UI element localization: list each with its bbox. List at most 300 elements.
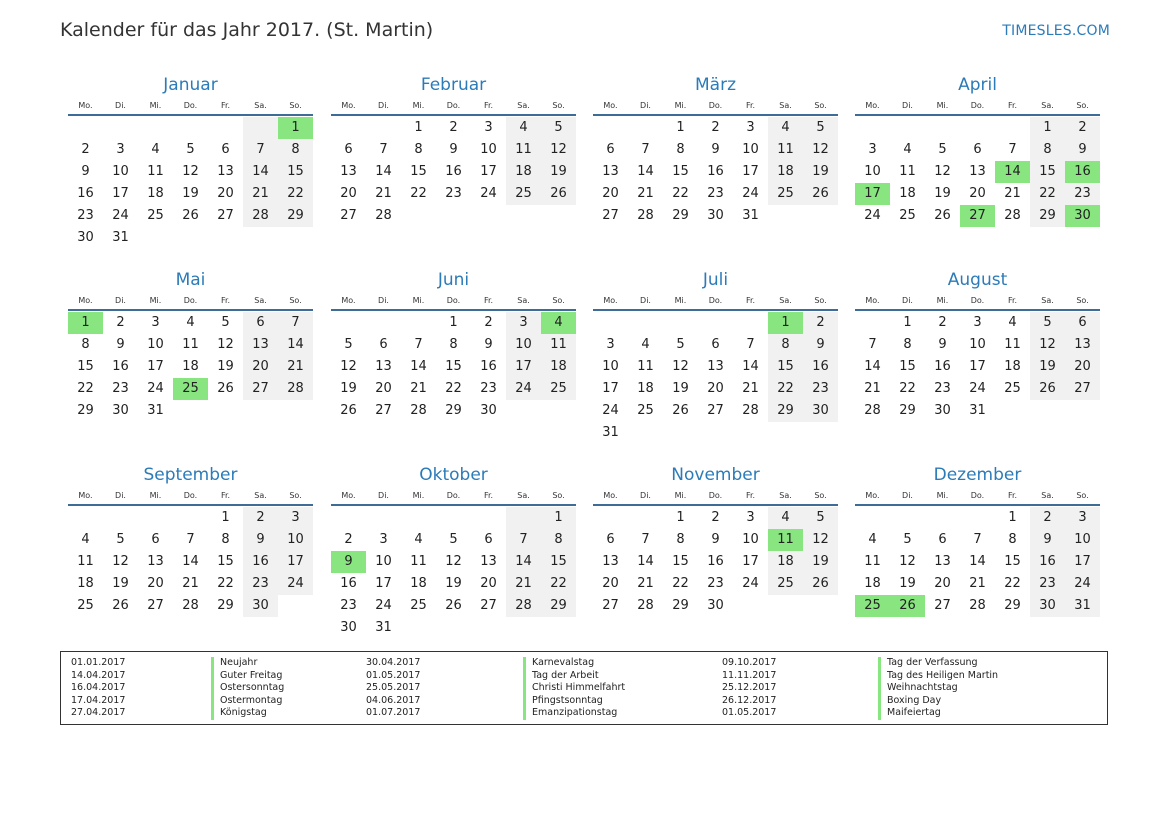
day-cell: 19 bbox=[182, 186, 199, 201]
holiday-day: 27 bbox=[960, 205, 995, 227]
day-cell: 11 bbox=[182, 337, 199, 352]
day-cell: 10 bbox=[969, 337, 986, 352]
day-cell: 10 bbox=[742, 532, 759, 547]
day-cell: 4 bbox=[903, 142, 912, 157]
day-cell: 20 bbox=[217, 186, 234, 201]
day-cell: 19 bbox=[803, 551, 838, 573]
weekday-label: Mi. bbox=[936, 491, 949, 500]
weekday-label: Do. bbox=[708, 491, 723, 500]
days-grid bbox=[68, 312, 313, 422]
day-cell: 5 bbox=[1030, 312, 1065, 334]
weekday-label: Sa. bbox=[779, 296, 792, 305]
day-cell: 28 bbox=[410, 403, 427, 418]
weekday-label: Sa. bbox=[1041, 296, 1054, 305]
weekday-label: So. bbox=[1076, 491, 1089, 500]
day-cell: 27 bbox=[217, 208, 234, 223]
legend-date-column bbox=[366, 657, 420, 720]
month-5 bbox=[68, 269, 313, 422]
day-cell: 15 bbox=[445, 359, 462, 374]
weekday-label: So. bbox=[814, 296, 827, 305]
day-cell: 28 bbox=[1004, 208, 1021, 223]
month-name: April bbox=[958, 75, 997, 95]
day-cell: 1 bbox=[221, 510, 230, 525]
day-cell: 7 bbox=[641, 142, 650, 157]
day-cell: 12 bbox=[672, 359, 689, 374]
weekday-label: Sa. bbox=[254, 101, 267, 110]
day-cell: 7 bbox=[379, 142, 388, 157]
day-cell: 7 bbox=[1008, 142, 1017, 157]
day-cell: 19 bbox=[541, 161, 576, 183]
day-cell: 17 bbox=[1065, 551, 1100, 573]
weekday-label: Fr. bbox=[220, 101, 231, 110]
day-cell: 9 bbox=[803, 334, 838, 356]
weekday-label: Sa. bbox=[779, 491, 792, 500]
day-cell: 9 bbox=[1030, 529, 1065, 551]
weekday-label: Mo. bbox=[865, 296, 880, 305]
day-cell: 30 bbox=[707, 208, 724, 223]
day-cell: 5 bbox=[344, 337, 353, 352]
day-cell: 13 bbox=[217, 164, 234, 179]
weekday-label: Mi. bbox=[674, 296, 687, 305]
empty-cell bbox=[68, 117, 103, 139]
legend-holiday-name: Tag der Verfassung bbox=[878, 657, 998, 670]
empty-cell bbox=[960, 117, 995, 139]
holiday-day: 14 bbox=[995, 161, 1030, 183]
day-cell: 16 bbox=[445, 164, 462, 179]
day-cell: 17 bbox=[112, 186, 129, 201]
weekday-label: Do. bbox=[446, 491, 461, 500]
weekday-label: Di. bbox=[115, 491, 126, 500]
day-cell: 22 bbox=[410, 186, 427, 201]
day-cell: 10 bbox=[480, 142, 497, 157]
day-cell: 15 bbox=[217, 554, 234, 569]
day-cell: 24 bbox=[969, 381, 986, 396]
day-cell: 19 bbox=[1030, 356, 1065, 378]
legend-name-column bbox=[523, 657, 625, 720]
day-cell: 11 bbox=[899, 164, 916, 179]
day-cell: 26 bbox=[541, 183, 576, 205]
day-cell: 4 bbox=[1008, 315, 1017, 330]
day-cell: 8 bbox=[449, 337, 458, 352]
day-cell: 29 bbox=[541, 595, 576, 617]
weekday-header bbox=[68, 488, 313, 506]
month-10 bbox=[331, 464, 576, 639]
day-cell: 8 bbox=[278, 139, 313, 161]
day-cell: 15 bbox=[672, 164, 689, 179]
weekday-label: Sa. bbox=[517, 491, 530, 500]
day-cell: 4 bbox=[768, 507, 803, 529]
day-cell: 14 bbox=[637, 554, 654, 569]
day-cell: 21 bbox=[969, 576, 986, 591]
day-cell: 20 bbox=[602, 186, 619, 201]
legend-date: 16.04.2017 bbox=[71, 682, 126, 693]
day-cell: 3 bbox=[973, 315, 982, 330]
weekday-label: Fr. bbox=[483, 101, 494, 110]
day-cell: 6 bbox=[151, 532, 160, 547]
days-grid bbox=[593, 117, 838, 227]
day-cell: 24 bbox=[506, 378, 541, 400]
site-link[interactable]: TIMESLES.COM bbox=[1002, 23, 1110, 39]
day-cell: 26 bbox=[1030, 378, 1065, 400]
day-cell: 22 bbox=[899, 381, 916, 396]
days-grid bbox=[855, 312, 1100, 422]
day-cell: 2 bbox=[1030, 507, 1065, 529]
weekday-label: Fr. bbox=[745, 491, 756, 500]
day-cell: 22 bbox=[541, 573, 576, 595]
day-cell: 2 bbox=[449, 120, 458, 135]
day-cell: 25 bbox=[77, 598, 94, 613]
legend-holiday-name: Maifeiertag bbox=[878, 707, 998, 720]
day-cell: 11 bbox=[541, 334, 576, 356]
day-cell: 20 bbox=[969, 186, 986, 201]
legend-date: 09.10.2017 bbox=[722, 657, 777, 668]
day-cell: 29 bbox=[672, 598, 689, 613]
empty-cell bbox=[401, 507, 436, 529]
day-cell: 10 bbox=[1065, 529, 1100, 551]
day-cell: 18 bbox=[147, 186, 164, 201]
day-cell: 30 bbox=[77, 230, 94, 245]
day-cell: 22 bbox=[672, 186, 689, 201]
legend-holiday-name: Weihnachtstag bbox=[878, 682, 998, 695]
day-cell: 9 bbox=[243, 529, 278, 551]
day-cell: 8 bbox=[541, 529, 576, 551]
day-cell: 2 bbox=[803, 312, 838, 334]
day-cell: 12 bbox=[112, 554, 129, 569]
month-9 bbox=[68, 464, 313, 617]
day-cell: 29 bbox=[217, 598, 234, 613]
day-cell: 4 bbox=[81, 532, 90, 547]
day-cell: 5 bbox=[903, 532, 912, 547]
day-cell: 16 bbox=[1030, 551, 1065, 573]
day-cell: 25 bbox=[541, 378, 576, 400]
day-cell: 31 bbox=[742, 208, 759, 223]
day-cell: 3 bbox=[506, 312, 541, 334]
weekday-label: Mi. bbox=[674, 491, 687, 500]
day-cell: 30 bbox=[1030, 595, 1065, 617]
weekday-label: Di. bbox=[115, 101, 126, 110]
day-cell: 3 bbox=[278, 507, 313, 529]
day-cell: 16 bbox=[934, 359, 951, 374]
empty-cell bbox=[628, 312, 663, 334]
day-cell: 14 bbox=[969, 554, 986, 569]
day-cell: 12 bbox=[899, 554, 916, 569]
day-cell: 4 bbox=[868, 532, 877, 547]
holiday-legend bbox=[60, 651, 1108, 725]
day-cell: 7 bbox=[746, 337, 755, 352]
day-cell: 10 bbox=[506, 334, 541, 356]
day-cell: 7 bbox=[186, 532, 195, 547]
day-cell: 7 bbox=[243, 139, 278, 161]
day-cell: 14 bbox=[637, 164, 654, 179]
empty-cell bbox=[628, 507, 663, 529]
day-cell: 22 bbox=[77, 381, 94, 396]
day-cell: 27 bbox=[147, 598, 164, 613]
holiday-day: 4 bbox=[541, 312, 576, 334]
legend-holiday-name: Ostermontag bbox=[211, 695, 284, 708]
day-cell: 8 bbox=[1030, 139, 1065, 161]
weekday-label: Di. bbox=[378, 491, 389, 500]
legend-date: 14.04.2017 bbox=[71, 669, 126, 681]
day-cell: 20 bbox=[1065, 356, 1100, 378]
weekday-label: Mi. bbox=[412, 101, 425, 110]
day-cell: 1 bbox=[1008, 510, 1017, 525]
empty-cell bbox=[593, 117, 628, 139]
day-cell: 4 bbox=[186, 315, 195, 330]
day-cell: 30 bbox=[112, 403, 129, 418]
day-cell: 20 bbox=[243, 356, 278, 378]
day-cell: 16 bbox=[340, 576, 357, 591]
day-cell: 23 bbox=[112, 381, 129, 396]
day-cell: 27 bbox=[1065, 378, 1100, 400]
empty-cell bbox=[855, 312, 890, 334]
weekday-label: Do. bbox=[446, 296, 461, 305]
day-cell: 12 bbox=[934, 164, 951, 179]
page-title: Kalender für das Jahr 2017. (St. Martin) bbox=[60, 19, 434, 41]
weekday-label: Sa. bbox=[1041, 101, 1054, 110]
empty-cell bbox=[471, 507, 506, 529]
days-grid bbox=[331, 117, 576, 227]
day-cell: 2 bbox=[243, 507, 278, 529]
month-6 bbox=[331, 269, 576, 422]
day-cell: 18 bbox=[77, 576, 94, 591]
day-cell: 23 bbox=[480, 381, 497, 396]
weekday-label: Mi. bbox=[149, 491, 162, 500]
weekday-label: Di. bbox=[902, 101, 913, 110]
legend-holiday-name: Guter Freitag bbox=[211, 670, 284, 683]
day-cell: 27 bbox=[243, 378, 278, 400]
holiday-day: 30 bbox=[1065, 205, 1100, 227]
day-cell: 9 bbox=[484, 337, 493, 352]
month-12 bbox=[855, 464, 1100, 617]
day-cell: 5 bbox=[116, 532, 125, 547]
day-cell: 3 bbox=[746, 120, 755, 135]
day-cell: 10 bbox=[112, 164, 129, 179]
day-cell: 20 bbox=[147, 576, 164, 591]
day-cell: 2 bbox=[938, 315, 947, 330]
day-cell: 15 bbox=[899, 359, 916, 374]
day-cell: 14 bbox=[243, 161, 278, 183]
day-cell: 23 bbox=[803, 378, 838, 400]
day-cell: 21 bbox=[1004, 186, 1021, 201]
legend-holiday-name: Königstag bbox=[211, 707, 284, 720]
day-cell: 21 bbox=[410, 381, 427, 396]
day-cell: 13 bbox=[375, 359, 392, 374]
holiday-day: 25 bbox=[173, 378, 208, 400]
weekday-label: Mi. bbox=[936, 101, 949, 110]
day-cell: 29 bbox=[672, 208, 689, 223]
day-cell: 2 bbox=[344, 532, 353, 547]
day-cell: 25 bbox=[768, 573, 803, 595]
day-cell: 15 bbox=[672, 554, 689, 569]
month-1 bbox=[68, 74, 313, 249]
day-cell: 27 bbox=[375, 403, 392, 418]
day-cell: 18 bbox=[768, 161, 803, 183]
day-cell: 18 bbox=[899, 186, 916, 201]
day-cell: 27 bbox=[934, 598, 951, 613]
day-cell: 22 bbox=[1004, 576, 1021, 591]
day-cell: 12 bbox=[182, 164, 199, 179]
empty-cell bbox=[173, 507, 208, 529]
day-cell: 22 bbox=[672, 576, 689, 591]
month-2 bbox=[331, 74, 576, 227]
month-name: Mai bbox=[175, 270, 206, 290]
day-cell: 13 bbox=[480, 554, 497, 569]
empty-cell bbox=[366, 507, 401, 529]
day-cell: 18 bbox=[864, 576, 881, 591]
day-cell: 14 bbox=[410, 359, 427, 374]
day-cell: 26 bbox=[217, 381, 234, 396]
weekday-label: Mi. bbox=[412, 491, 425, 500]
day-cell: 16 bbox=[707, 554, 724, 569]
weekday-header bbox=[68, 293, 313, 311]
empty-cell bbox=[995, 117, 1030, 139]
day-cell: 24 bbox=[742, 186, 759, 201]
day-cell: 1 bbox=[1030, 117, 1065, 139]
weekday-label: Mi. bbox=[149, 101, 162, 110]
day-cell: 1 bbox=[449, 315, 458, 330]
day-cell: 11 bbox=[864, 554, 881, 569]
legend-date: 30.04.2017 bbox=[366, 657, 421, 668]
day-cell: 7 bbox=[868, 337, 877, 352]
day-cell: 3 bbox=[1065, 507, 1100, 529]
weekday-label: Do. bbox=[446, 101, 461, 110]
legend-date: 25.05.2017 bbox=[366, 682, 421, 693]
day-cell: 8 bbox=[81, 337, 90, 352]
day-cell: 23 bbox=[77, 208, 94, 223]
day-cell: 3 bbox=[606, 337, 615, 352]
legend-date: 04.06.2017 bbox=[366, 694, 421, 706]
days-grid bbox=[68, 507, 313, 617]
day-cell: 31 bbox=[147, 403, 164, 418]
empty-cell bbox=[890, 117, 925, 139]
day-cell: 11 bbox=[147, 164, 164, 179]
day-cell: 29 bbox=[77, 403, 94, 418]
day-cell: 26 bbox=[672, 403, 689, 418]
day-cell: 3 bbox=[151, 315, 160, 330]
empty-cell bbox=[68, 507, 103, 529]
day-cell: 5 bbox=[803, 507, 838, 529]
weekday-label: So. bbox=[552, 491, 565, 500]
day-cell: 22 bbox=[217, 576, 234, 591]
weekday-label: Di. bbox=[902, 491, 913, 500]
day-cell: 3 bbox=[746, 510, 755, 525]
day-cell: 23 bbox=[1030, 573, 1065, 595]
day-cell: 11 bbox=[506, 139, 541, 161]
legend-date: 27.04.2017 bbox=[71, 707, 126, 718]
empty-cell bbox=[506, 507, 541, 529]
legend-holiday-name: Tag des Heiligen Martin bbox=[878, 670, 998, 683]
empty-cell bbox=[436, 507, 471, 529]
month-name: September bbox=[143, 465, 238, 485]
day-cell: 26 bbox=[934, 208, 951, 223]
empty-cell bbox=[663, 312, 698, 334]
day-cell: 16 bbox=[707, 164, 724, 179]
day-cell: 19 bbox=[217, 359, 234, 374]
day-cell: 13 bbox=[602, 554, 619, 569]
empty-cell bbox=[855, 507, 890, 529]
weekday-label: Fr. bbox=[745, 101, 756, 110]
day-cell: 30 bbox=[803, 400, 838, 422]
weekday-label: Di. bbox=[378, 296, 389, 305]
weekday-label: Mo. bbox=[603, 296, 618, 305]
day-cell: 19 bbox=[672, 381, 689, 396]
day-cell: 21 bbox=[243, 183, 278, 205]
day-cell: 7 bbox=[973, 532, 982, 547]
day-cell: 13 bbox=[602, 164, 619, 179]
empty-cell bbox=[401, 312, 436, 334]
weekday-label: So. bbox=[552, 101, 565, 110]
weekday-label: Fr. bbox=[745, 296, 756, 305]
day-cell: 17 bbox=[375, 576, 392, 591]
day-cell: 8 bbox=[768, 334, 803, 356]
empty-cell bbox=[103, 117, 138, 139]
weekday-label: Do. bbox=[708, 101, 723, 110]
day-cell: 22 bbox=[768, 378, 803, 400]
day-cell: 25 bbox=[410, 598, 427, 613]
day-cell: 26 bbox=[803, 573, 838, 595]
day-cell: 11 bbox=[768, 139, 803, 161]
day-cell: 1 bbox=[414, 120, 423, 135]
weekday-label: Sa. bbox=[517, 296, 530, 305]
day-cell: 23 bbox=[1065, 183, 1100, 205]
day-cell: 21 bbox=[375, 186, 392, 201]
day-cell: 23 bbox=[707, 576, 724, 591]
empty-cell bbox=[366, 117, 401, 139]
empty-cell bbox=[628, 117, 663, 139]
weekday-label: Fr. bbox=[483, 296, 494, 305]
day-cell: 4 bbox=[151, 142, 160, 157]
legend-date: 01.01.2017 bbox=[71, 657, 126, 668]
month-name: Oktober bbox=[419, 465, 488, 485]
day-cell: 15 bbox=[541, 551, 576, 573]
day-cell: 3 bbox=[116, 142, 125, 157]
holiday-day: 1 bbox=[68, 312, 103, 334]
day-cell: 29 bbox=[768, 400, 803, 422]
weekday-label: Do. bbox=[183, 101, 198, 110]
month-7 bbox=[593, 269, 838, 444]
day-cell: 2 bbox=[81, 142, 90, 157]
day-cell: 1 bbox=[903, 315, 912, 330]
day-cell: 22 bbox=[1030, 183, 1065, 205]
legend-date: 01.05.2017 bbox=[366, 669, 421, 681]
legend-name-column bbox=[211, 657, 284, 720]
day-cell: 17 bbox=[147, 359, 164, 374]
legend-date: 01.05.2017 bbox=[722, 707, 777, 718]
weekday-label: Mo. bbox=[865, 101, 880, 110]
day-cell: 31 bbox=[969, 403, 986, 418]
empty-cell bbox=[890, 507, 925, 529]
day-cell: 25 bbox=[506, 183, 541, 205]
day-cell: 27 bbox=[340, 208, 357, 223]
day-cell: 16 bbox=[243, 551, 278, 573]
day-cell: 24 bbox=[278, 573, 313, 595]
day-cell: 29 bbox=[1004, 598, 1021, 613]
day-cell: 5 bbox=[186, 142, 195, 157]
weekday-header bbox=[331, 488, 576, 506]
weekday-label: Sa. bbox=[517, 101, 530, 110]
day-cell: 15 bbox=[77, 359, 94, 374]
weekday-header bbox=[593, 488, 838, 506]
day-cell: 2 bbox=[1065, 117, 1100, 139]
day-cell: 18 bbox=[541, 356, 576, 378]
legend-date: 11.11.2017 bbox=[722, 669, 777, 681]
day-cell: 13 bbox=[1065, 334, 1100, 356]
day-cell: 28 bbox=[742, 403, 759, 418]
day-cell: 19 bbox=[803, 161, 838, 183]
day-cell: 18 bbox=[768, 551, 803, 573]
legend-holiday-name: Tag der Arbeit bbox=[523, 670, 625, 683]
day-cell: 4 bbox=[641, 337, 650, 352]
